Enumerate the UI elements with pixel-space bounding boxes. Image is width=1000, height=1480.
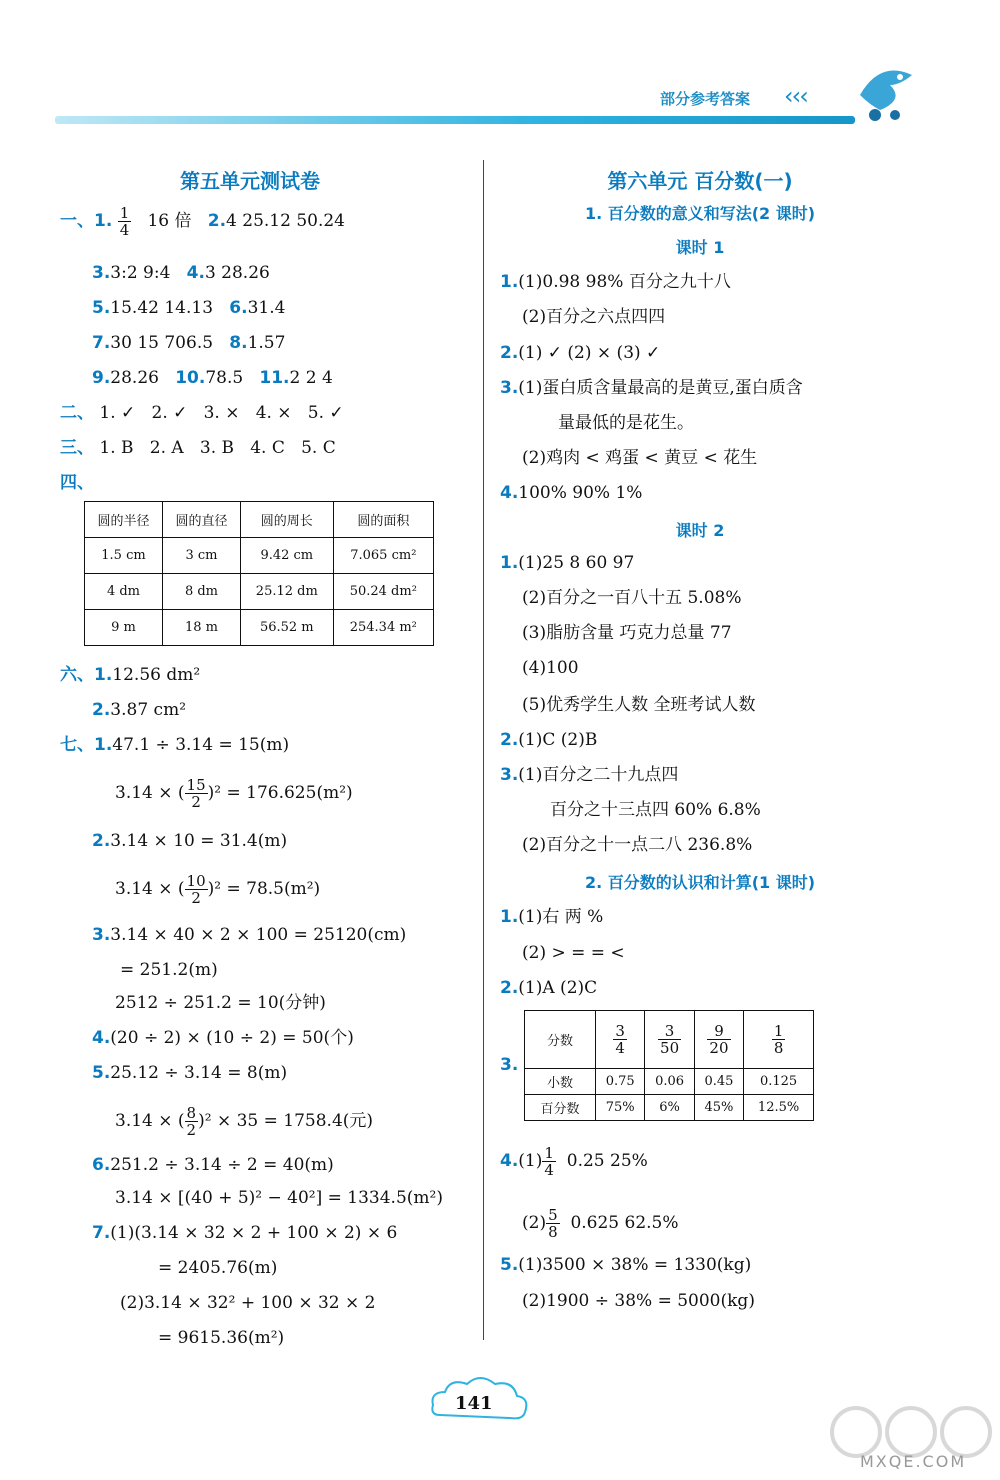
table-cell: $\frac{3}{50}$ xyxy=(645,1011,694,1069)
section-marker: 二、 xyxy=(60,403,94,423)
l2-q3b: 百分之十三点四 60% 6.8% xyxy=(550,800,761,820)
answer-text: (1)(3.14 × 32 × 2 + 100 × 2) × 6 xyxy=(110,1223,398,1243)
marker: 1. xyxy=(94,665,113,685)
section-7-q5b xyxy=(115,1105,373,1138)
table-cell: $\frac{3}{4}$ xyxy=(596,1011,645,1069)
s2-q4b xyxy=(522,1207,679,1240)
left-title: 第五单元测试卷 xyxy=(180,169,320,193)
answer-text: 28.26 xyxy=(110,368,159,388)
marker: 1. xyxy=(500,272,519,292)
watermark-text: MXQE.COM xyxy=(860,1452,967,1471)
section-7-q1b xyxy=(115,777,353,810)
section-7-q7d: = 9615.36(m²) xyxy=(158,1328,285,1348)
table-cell: 8 dm xyxy=(162,574,240,610)
table-header: 百分数 xyxy=(525,1095,596,1121)
answer-text: 251.2 ÷ 3.14 ÷ 2 = 40(m) xyxy=(110,1155,334,1175)
header-band xyxy=(55,116,855,124)
table-cell: 4 dm xyxy=(85,574,163,610)
header-arrows-icon: ‹‹‹ xyxy=(784,82,807,110)
section-6-line-1 xyxy=(60,665,200,685)
marker: 2. xyxy=(500,978,519,998)
fraction: $\frac{8}{2}$ xyxy=(186,1104,197,1139)
l1-q1a xyxy=(500,272,731,292)
answer-3-line xyxy=(92,263,270,283)
answer-item: 5. C xyxy=(301,438,336,458)
marker: 10. xyxy=(175,368,206,388)
s2-q3-marker: 3. xyxy=(500,1055,519,1075)
answer-text: (1)右 两 % xyxy=(518,907,604,927)
answer-text: (1) xyxy=(518,1151,543,1171)
answer-item: 4. × xyxy=(255,403,292,423)
section-7-q3a xyxy=(92,925,406,945)
section-7-q6b: 3.14 × [(40 + 5)² − 40²] = 1334.5(m²) xyxy=(115,1188,443,1208)
marker: 3. xyxy=(500,378,519,398)
table-header: 圆的面积 xyxy=(333,502,433,538)
answer-text: (1)3500 × 38% = 1330(kg) xyxy=(518,1255,752,1275)
table-header: 小数 xyxy=(525,1069,596,1095)
right-subtitle-1: 1. 百分数的意义和写法(2 课时) xyxy=(584,204,816,223)
s2-q1a xyxy=(500,907,603,927)
section-marker: 七、 xyxy=(60,735,94,755)
table-cell: 45% xyxy=(694,1095,743,1121)
table-cell: 1.5 cm xyxy=(85,538,163,574)
table-cell: 3 cm xyxy=(162,538,240,574)
section-6-line-2 xyxy=(92,700,186,720)
answer-text: (1)A (2)C xyxy=(518,978,598,998)
column-divider xyxy=(483,160,484,1340)
section-7-q5a xyxy=(92,1063,287,1083)
table-cell: 18 m xyxy=(162,610,240,646)
answer-text: 4 25.12 50.24 xyxy=(226,211,345,231)
s2-q4a xyxy=(500,1145,648,1178)
answer-item: 2. ✓ xyxy=(151,403,188,423)
table-cell: 0.45 xyxy=(694,1069,743,1095)
answer-text: 0.625 62.5% xyxy=(570,1213,679,1233)
l1-q3b: 量最低的是花生。 xyxy=(558,413,694,433)
right-subtitle-2: 2. 百分数的认识和计算(1 课时) xyxy=(584,873,816,892)
answer-text: 1.57 xyxy=(247,333,286,353)
table-cell: 56.52 m xyxy=(240,610,333,646)
marker: 4. xyxy=(186,263,205,283)
marker: 5. xyxy=(92,298,111,318)
l2-q1e: (5)优秀学生人数 全班考试人数 xyxy=(522,695,756,715)
answer-text: 3.14 × 40 × 2 × 100 = 25120(cm) xyxy=(110,925,407,945)
s2-q5a xyxy=(500,1255,751,1275)
section-3-line xyxy=(60,438,336,458)
table-cell: 254.34 m² xyxy=(333,610,433,646)
table-cell: $\frac{9}{20}$ xyxy=(694,1011,743,1069)
answer-text: (1)C (2)B xyxy=(518,730,598,750)
table-cell: 6% xyxy=(645,1095,694,1121)
marker: 2. xyxy=(92,831,111,851)
l1-q3c: (2)鸡肉 < 鸡蛋 < 黄豆 < 花生 xyxy=(522,448,758,468)
answer-text: (20 ÷ 2) × (10 ÷ 2) = 50(个) xyxy=(110,1028,354,1048)
table-cell: $\frac{1}{8}$ xyxy=(744,1011,814,1069)
answer-item: 1. ✓ xyxy=(99,403,136,423)
l2-q2 xyxy=(500,730,597,750)
lesson-1-title: 课时 1 xyxy=(675,238,725,257)
formula-text: 3.14 × ( xyxy=(115,879,185,899)
fraction: $\frac{1}{4}$ xyxy=(119,204,130,239)
table-cell: 25.12 dm xyxy=(240,574,333,610)
answer-text: 100% 90% 1% xyxy=(518,483,643,503)
l2-q1a xyxy=(500,553,634,573)
answer-text: 3 28.26 xyxy=(204,263,270,283)
section-7-q7c: (2)3.14 × 32² + 100 × 32 × 2 xyxy=(120,1293,376,1313)
answer-text: (1)0.98 98% 百分之九十八 xyxy=(518,272,731,292)
answer-9-line xyxy=(92,368,333,388)
marker: 2. xyxy=(92,700,111,720)
marker: 4. xyxy=(500,483,519,503)
header-title: 部分参考答案 xyxy=(660,90,751,108)
answer-text: (1) ✓ (2) × (3) ✓ xyxy=(518,343,661,363)
l1-q3a xyxy=(500,378,803,398)
formula-text: )² × 35 = 1758.4(元) xyxy=(198,1111,374,1131)
answer-7-line xyxy=(92,333,285,353)
answer-text: 2 2 4 xyxy=(289,368,333,388)
answer-text: (1)25 8 60 97 xyxy=(518,553,635,573)
section-7-q1a xyxy=(60,735,289,755)
fraction: $\frac{15}{2}$ xyxy=(186,776,206,811)
table-cell: 75% xyxy=(596,1095,645,1121)
marker: 4. xyxy=(92,1028,111,1048)
answer-item: 4. C xyxy=(250,438,285,458)
section-7-q6a xyxy=(92,1155,334,1175)
answer-5-line xyxy=(92,298,285,318)
l2-q3a xyxy=(500,765,678,785)
marker: 11. xyxy=(259,368,290,388)
section-4-marker: 四、 xyxy=(60,473,94,493)
marker: 7. xyxy=(92,333,111,353)
l1-q4 xyxy=(500,483,642,503)
table-cell: 7.065 cm² xyxy=(333,538,433,574)
marker: 3. xyxy=(92,925,111,945)
table-cell: 50.24 dm² xyxy=(333,574,433,610)
section-7-q3b: = 251.2(m) xyxy=(120,960,218,980)
answer-text: 3.87 cm² xyxy=(110,700,187,720)
s2-q5b: (2)1900 ÷ 38% = 5000(kg) xyxy=(522,1291,755,1311)
marker: 4. xyxy=(500,1151,519,1171)
marker: 5. xyxy=(92,1063,111,1083)
answer-item: 3. B xyxy=(199,438,234,458)
marker: 1. xyxy=(500,553,519,573)
answer-text: 30 15 706.5 xyxy=(110,333,214,353)
page-number: 141 xyxy=(455,1393,493,1414)
table-cell: 0.75 xyxy=(596,1069,645,1095)
table-header: 圆的半径 xyxy=(85,502,163,538)
section-marker: 一、1. xyxy=(60,211,113,231)
answer-text: 12.56 dm² xyxy=(112,665,201,685)
table-header: 圆的周长 xyxy=(240,502,333,538)
answer-text: (1)百分之二十九点四 xyxy=(518,765,679,785)
answer-text: (1)蛋白质含量最高的是黄豆,蛋白质含 xyxy=(518,378,803,398)
fraction: $\frac{10}{2}$ xyxy=(186,872,206,907)
section-7-q2a xyxy=(92,831,287,851)
bird-mascot-icon xyxy=(850,55,920,125)
table-header: 圆的直径 xyxy=(162,502,240,538)
l1-q2 xyxy=(500,343,660,363)
marker: 3. xyxy=(500,765,519,785)
fraction: $\frac{5}{8}$ xyxy=(548,1206,558,1241)
section-7-q4 xyxy=(92,1028,354,1048)
formula-text: 3.14 × ( xyxy=(115,783,185,803)
section-7-q2b xyxy=(115,873,320,906)
answer-text: 47.1 ÷ 3.14 = 15(m) xyxy=(112,735,290,755)
formula-text: )² = 176.625(m²) xyxy=(207,783,353,803)
answer-text: 31.4 xyxy=(247,298,286,318)
answer-item: 5. ✓ xyxy=(307,403,344,423)
marker: 2. xyxy=(500,730,519,750)
table-header: 分数 xyxy=(525,1011,596,1069)
table-cell: 0.125 xyxy=(744,1069,814,1095)
table-cell: 0.06 xyxy=(645,1069,694,1095)
s2-q2 xyxy=(500,978,597,998)
marker: 8. xyxy=(229,333,248,353)
table-cell: 9 m xyxy=(85,610,163,646)
answer-text: 78.5 xyxy=(205,368,244,388)
fraction-table xyxy=(524,1010,814,1121)
marker: 2. xyxy=(207,211,227,231)
l2-q1c: (3)脂肪含量 巧克力总量 77 xyxy=(522,623,732,643)
marker: 6. xyxy=(229,298,248,318)
marker: 3. xyxy=(92,263,111,283)
l2-q1b: (2)百分之一百八十五 5.08% xyxy=(522,588,742,608)
section-7-q3c: 2512 ÷ 251.2 = 10(分钟) xyxy=(115,993,326,1013)
l2-q3c: (2)百分之十一点二八 236.8% xyxy=(522,835,753,855)
formula-text: )² = 78.5(m²) xyxy=(207,879,321,899)
formula-text: 3.14 × ( xyxy=(115,1111,185,1131)
table-cell: 12.5% xyxy=(744,1095,814,1121)
answer-text: 0.25 25% xyxy=(566,1151,648,1171)
answer-text: 3.14 × 10 = 31.4(m) xyxy=(110,831,288,851)
circle-table xyxy=(84,501,434,646)
l2-q1d: (4)100 xyxy=(522,658,579,678)
marker: 6. xyxy=(92,1155,111,1175)
s2-q1b: (2) > = = < xyxy=(522,943,625,963)
marker: 7. xyxy=(92,1223,111,1243)
section-7-q7b: = 2405.76(m) xyxy=(158,1258,278,1278)
marker: 9. xyxy=(92,368,111,388)
lesson-2-title: 课时 2 xyxy=(675,521,725,540)
answer-text: 3:2 9:4 xyxy=(110,263,171,283)
answer-item: 1. B xyxy=(99,438,134,458)
answer-text: 15.42 14.13 xyxy=(110,298,214,318)
answer-item: 3. × xyxy=(203,403,240,423)
answer-text: 16 倍 xyxy=(147,211,192,231)
marker: 2. xyxy=(500,343,519,363)
table-cell: 9.42 cm xyxy=(240,538,333,574)
fraction: $\frac{1}{4}$ xyxy=(544,1144,554,1179)
answer-text: 25.12 ÷ 3.14 = 8(m) xyxy=(110,1063,288,1083)
section-7-q7a xyxy=(92,1223,397,1243)
marker: 1. xyxy=(94,735,113,755)
section-marker: 六、 xyxy=(60,665,94,685)
marker: 5. xyxy=(500,1255,519,1275)
marker: 1. xyxy=(500,907,519,927)
answer-text: (2) xyxy=(522,1213,547,1233)
l1-q1b: (2)百分之六点四四 xyxy=(522,307,666,327)
right-title: 第六单元 百分数(一) xyxy=(607,169,793,193)
section-2-line xyxy=(60,403,344,423)
answer-1-line xyxy=(60,205,345,238)
section-marker: 三、 xyxy=(60,438,94,458)
answer-item: 2. A xyxy=(149,438,184,458)
